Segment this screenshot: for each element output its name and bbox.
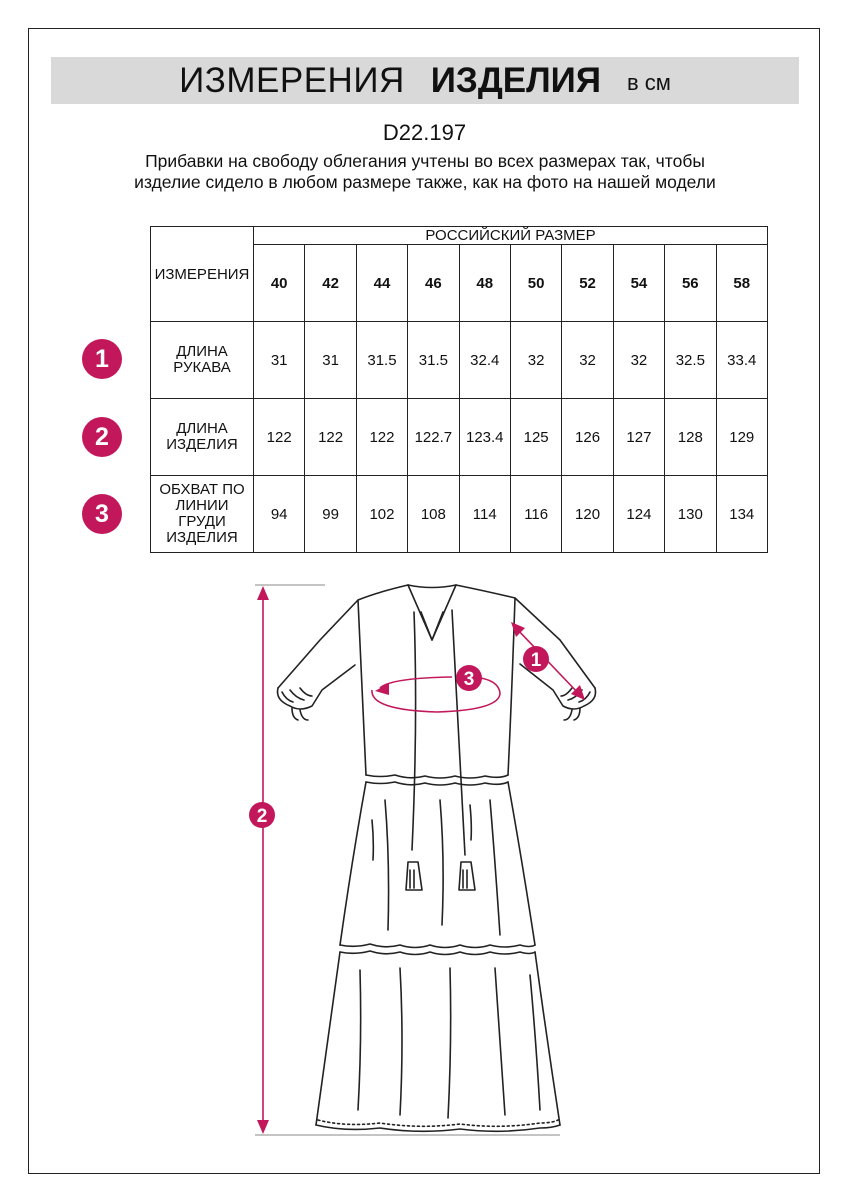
row-label: ДЛИНА ИЗДЕЛИЯ <box>151 399 254 476</box>
value-cell: 31 <box>254 322 305 399</box>
value-cell: 94 <box>254 476 305 553</box>
value-cell: 122.7 <box>408 399 459 476</box>
bust-ellipse-front <box>372 690 500 712</box>
value-cell: 31.5 <box>356 322 407 399</box>
value-cell: 32 <box>613 322 664 399</box>
size-cell: 56 <box>665 245 716 322</box>
value-cell: 122 <box>254 399 305 476</box>
value-cell: 32.5 <box>665 322 716 399</box>
size-cell: 54 <box>613 245 664 322</box>
size-cell: 48 <box>459 245 510 322</box>
row-badge-2: 2 <box>82 417 122 457</box>
value-cell: 32 <box>562 322 613 399</box>
size-cell: 52 <box>562 245 613 322</box>
title-bold: ИЗДЕЛИЯ <box>430 60 601 100</box>
length-arrow-head-top <box>257 586 269 600</box>
row-badge-3: 3 <box>82 494 122 534</box>
row-label: ОБХВАТ ПО ЛИНИИ ГРУДИ ИЗДЕЛИЯ <box>151 476 254 553</box>
title-unit: в см <box>627 69 671 95</box>
value-cell: 134 <box>716 476 767 553</box>
value-cell: 33.4 <box>716 322 767 399</box>
sketch-markers <box>249 646 549 828</box>
value-cell: 108 <box>408 476 459 553</box>
size-cell: 42 <box>305 245 356 322</box>
article-number: D22.197 <box>382 120 467 145</box>
value-cell: 128 <box>665 399 716 476</box>
value-cell: 122 <box>305 399 356 476</box>
fit-note: Прибавки на свободу облегания учтены во всех размерах так, чтобы изделие сидело в любом размере также, как на фото на нашей модели <box>134 151 716 192</box>
value-cell: 122 <box>356 399 407 476</box>
value-cell: 102 <box>356 476 407 553</box>
title-regular: ИЗМЕРЕНИЯ <box>179 60 405 100</box>
value-cell: 125 <box>510 399 561 476</box>
size-cell: 50 <box>510 245 561 322</box>
length-arrow-head-bottom <box>257 1120 269 1134</box>
value-cell: 116 <box>510 476 561 553</box>
value-cell: 127 <box>613 399 664 476</box>
value-cell: 32 <box>510 322 561 399</box>
value-cell: 124 <box>613 476 664 553</box>
value-cell: 130 <box>665 476 716 553</box>
value-cell: 120 <box>562 476 613 553</box>
value-cell: 99 <box>305 476 356 553</box>
size-system-header: РОССИЙСКИЙ РАЗМЕР <box>254 227 768 245</box>
size-cell: 44 <box>356 245 407 322</box>
marker-1-label: 1 <box>530 650 542 671</box>
measure-header: ИЗМЕРЕНИЯ <box>151 227 254 322</box>
value-cell: 114 <box>459 476 510 553</box>
value-cell: 129 <box>716 399 767 476</box>
marker-2-label: 2 <box>256 806 268 827</box>
row-badge-1: 1 <box>82 339 122 379</box>
value-cell: 126 <box>562 399 613 476</box>
size-cell: 46 <box>408 245 459 322</box>
row-label: ДЛИНА РУКАВА <box>151 322 254 399</box>
dress-outline <box>278 585 596 1131</box>
value-cell: 32.4 <box>459 322 510 399</box>
value-cell: 123.4 <box>459 399 510 476</box>
size-cell: 40 <box>254 245 305 322</box>
marker-3-label: 3 <box>463 669 475 690</box>
value-cell: 31.5 <box>408 322 459 399</box>
bust-arrow-head <box>375 683 389 695</box>
size-cell: 58 <box>716 245 767 322</box>
value-cell: 31 <box>305 322 356 399</box>
